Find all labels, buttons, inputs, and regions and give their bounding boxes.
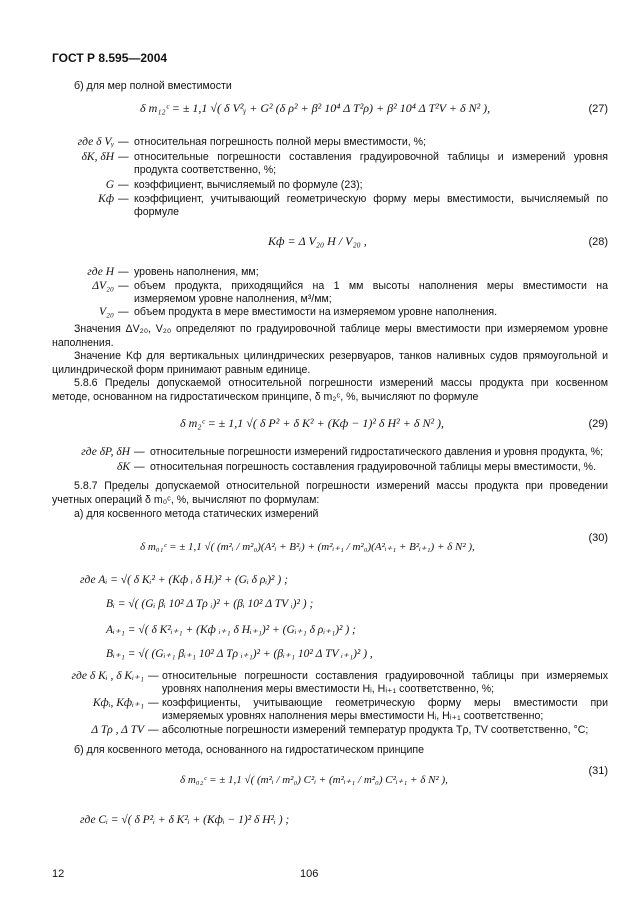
equation-30-number: (30) <box>588 532 608 544</box>
equation-31-aux-c: где Cᵢ = √( δ P²ᵢ + δ K²ᵢ + (Kфᵢ − 1)² δ H²ᵢ ) ; <box>80 814 290 826</box>
equation-30: δ m₀₁ᶜ = ± 1,1 √( (m²ᵢ / m²₀)(A²ᵢ + B²ᵢ) + (m²ᵢ₊₁ / m²₀)(A²ᵢ₊₁ + B²ᵢ₊₁) + δ N² ), <box>140 541 475 553</box>
definition-symbol: Kфᵢ, Kфᵢ₊₁ <box>92 697 144 709</box>
definition-symbol: где δ Kᵢ , δ Kᵢ₊₁ <box>71 670 144 682</box>
definition-symbol: V₂₀ <box>98 306 114 318</box>
section-hydrostatic-heading: б) для косвенного метода, основанного на гидростатическом принципе <box>74 744 425 756</box>
section-full-capacity-heading: б) для мер полной вместимости <box>74 80 232 92</box>
equation-31: δ m₀₂ᶜ = ± 1,1 √( (m²ᵢ / m²₀) C²ᵢ + (m²ᵢ₊₁ / m²₀) C²ᵢ₊₁ + δ N² ), <box>180 774 448 786</box>
section-static-method-heading: а) для косвенного метода статических измерений <box>74 508 319 520</box>
definition-text: относительные погрешности составления градуировочной таблицы при измеряемых уровнях наполнения меры вместимости Hᵢ, Hᵢ₊₁ соответственно, %; <box>162 670 608 695</box>
definition-text: коэффициент, учитывающий геометрическую форму меры вместимости, вычисляемый по формуле <box>134 193 608 218</box>
equation-30-aux-b: Bᵢ = √( (Gᵢ βᵢ 10² Δ Tρ ᵢ)² + (βᵢ 10² Δ TV ᵢ)² ) ; <box>106 598 314 610</box>
paragraph-kf: Значение Kф для вертикальных цилиндрических резервуаров, танков наливных судов прямоугольной и цилиндрической форм принимают равным единице. <box>52 350 608 376</box>
definition-text: абсолютные погрешности измерений температур продукта Tρ, TV соответственно, °С; <box>162 724 589 736</box>
definition-text: коэффициент, вычисляемый по формуле (23); <box>134 179 363 191</box>
definition-symbol: Kф <box>98 193 114 205</box>
equation-29-number: (29) <box>588 418 608 430</box>
definition-text: относительная погрешность полной меры вместимости, %; <box>134 136 427 148</box>
page-number-center: 106 <box>300 868 319 880</box>
equation-27-number: (27) <box>588 103 608 115</box>
definition-symbol: ΔV₂₀ <box>92 280 114 292</box>
equation-30-aux-a-next: Aᵢ₊₁ = √( δ K²ᵢ₊₁ + (Kф ᵢ₊₁ δ Hᵢ₊₁)² + (Gᵢ₊₁ δ ρᵢ₊₁)² ) ; <box>106 624 356 636</box>
definition-text: объем продукта в мере вместимости на измеряемом уровне наполнения. <box>134 306 498 318</box>
equation-27: δ m₁₂ᶜ = ± 1,1 √( δ V²ᵧ + G² (δ ρ² + β² 10⁴ Δ T²ρ) + β² 10⁴ Δ T²V + δ N² ), <box>140 101 491 115</box>
definition-text: относительные погрешности составления градуировочной таблицы и измерений уровня продукта соответственно, %; <box>134 151 608 176</box>
paragraph-5-8-6: 5.8.6 Пределы допускаемой относительной погрешности измерений массы продукта при косвенном методе, основанном на гидростатическом принципе, δ m₂ᶜ, %, вычисляют по формуле <box>52 377 608 403</box>
document-page: ГОСТ Р 8.595—2004 б) для мер полной вместимости δ m₁₂ᶜ = ± 1,1 √( δ V²ᵧ + G² (δ ρ² + β² 10⁴ Δ T²ρ) + β² 10⁴ Δ T²V + δ N² ), (27) где δ Vᵧ — относительная погрешность полной меры вместимости, %; δK, δH — относительные погрешности составления градуировочной таблицы и измерений уровня продукта соответственно, %; G — коэффициент, вычисляемый по формуле (23); Kф — коэффициент, учитывающий геометрическую форму меры вместимости, вычисляемый по формуле Kф = Δ V₂₀ H / V₂₀ , (28) где H — уровень наполнения, мм; ΔV₂₀ — объем продукта, приходящийся на 1 мм высоты наполнения меры вместимости на измеряемом уровне наполнения, м³/мм; V₂₀ — объем продукта в мере вместимости на измеряемом уровне наполнения. Значения ΔV₂₀, V₂₀ определяют по градуировочной таблице меры вместимости при измеряемом уровне наполнения. Значение Kф для вертикальных цилиндрических резервуаров, танков наливных судов прямоугольной и цилиндрической форм принимают равным единице. 5.8.6 Пределы допускаемой относительной погрешности измерений массы продукта при косвенном методе, основанном на гидростатическом принципе, δ m₂ᶜ, %, вычисляют по формуле δ m₂ᶜ = ± 1,1 √( δ P² + δ K² + (Kф − 1)² δ H² + δ N² ), (29) где δP, δH — относительные погрешности измерений гидростатического давления и уровня продукта, %; δK — относительная погрешность составления градуировочной таблицы меры вместимости, %. 5.8.7 Пределы допускаемой относительной погрешности измерений массы продукта при проведении учетных операций δ m₀ᶜ, %, вычисляют по формулам: а) для косвенного метода статических измерений δ m₀₁ᶜ = ± 1,1 √( (m²ᵢ / m²₀)(A²ᵢ + B²ᵢ) + (m²ᵢ₊₁ / m²₀)(A²ᵢ₊₁ + B²ᵢ₊₁) + δ N² ), (30) где Aᵢ = √( δ Kᵢ² + (Kф ᵢ δ Hᵢ)² + (Gᵢ δ ρᵢ)² ) ; Bᵢ = √( (Gᵢ βᵢ 10² Δ Tρ ᵢ)² + (βᵢ 10² Δ TV ᵢ)² ) ; Aᵢ₊₁ = √( δ K²ᵢ₊₁ + (Kф ᵢ₊₁ δ Hᵢ₊₁)² + (Gᵢ₊₁ δ ρᵢ₊₁)² ) ; Bᵢ₊₁ = √( (Gᵢ₊₁ βᵢ₊₁ 10² Δ Tρ ᵢ₊₁)² + (βᵢ₊₁ 10² Δ TV ᵢ₊₁)² ) , где δ Kᵢ , δ Kᵢ₊₁ — относительные погрешности составления градуировочной таблицы при измеряемых уровнях наполнения меры вместимости Hᵢ, Hᵢ₊₁ соответственно, %; Kфᵢ, Kфᵢ₊₁ — коэффициенты, учитывающие геометрическую форму меры вместимости при измеряемых уровнях наполнения меры вместимости Hᵢ, Hᵢ₊₁ соответственно; Δ Tρ , Δ TV — абсолютные погрешности измерений температур продукта Tρ, TV соответственно, °С; б) для косвенного метода, основанного на гидростатическом принципе δ m₀₂ᶜ = ± 1,1 √( (m²ᵢ / m²₀) C²ᵢ + (m²ᵢ₊₁ / m²₀) C²ᵢ₊₁ + δ N² ), (31) где Cᵢ = √( δ P²ᵢ + δ K²ᵢ + (Kфᵢ − 1)² δ H²ᵢ ) ; 12 106 <box>52 51 608 880</box>
paragraph-values: Значения ΔV₂₀, V₂₀ определяют по градуировочной таблице меры вместимости при измеряемом уровне наполнения. <box>52 323 608 349</box>
definition-text: уровень наполнения, мм; <box>134 266 259 278</box>
definition-symbol: δK <box>116 461 130 473</box>
equation-28: Kф = Δ V₂₀ H / V₂₀ , <box>268 234 367 248</box>
definition-symbol: Δ Tρ , Δ TV <box>91 724 144 736</box>
equation-28-number: (28) <box>588 236 608 248</box>
equation-31-number: (31) <box>588 765 608 777</box>
definition-text: относительная погрешность составления градуировочной таблицы меры вместимости, %. <box>150 461 597 473</box>
definition-text: относительные погрешности измерений гидростатического давления и уровня продукта, %; <box>150 446 604 458</box>
definition-symbol: где δ Vᵧ <box>77 136 114 148</box>
equation-29: δ m₂ᶜ = ± 1,1 √( δ P² + δ K² + (Kф − 1)² δ H² + δ N² ), <box>180 416 445 430</box>
paragraph-5-8-7: 5.8.7 Пределы допускаемой относительной погрешности измерений массы продукта при проведении учетных операций δ m₀ᶜ, %, вычисляют по формулам: <box>52 480 608 506</box>
equation-30-aux-b-next: Bᵢ₊₁ = √( (Gᵢ₊₁ βᵢ₊₁ 10² Δ Tρ ᵢ₊₁)² + (βᵢ₊₁ 10² Δ TV ᵢ₊₁)² ) , <box>106 648 373 660</box>
equation-30-aux-a: где Aᵢ = √( δ Kᵢ² + (Kф ᵢ δ Hᵢ)² + (Gᵢ δ ρᵢ)² ) ; <box>80 574 288 586</box>
definition-symbol: где H <box>87 266 114 278</box>
definition-text: коэффициенты, учитывающие геометрическую форму меры вместимости при измеряемых уровнях наполнения меры вместимости Hᵢ, Hᵢ₊₁ соответственно; <box>162 697 608 722</box>
definition-text: объем продукта, приходящийся на 1 мм высоты наполнения меры вместимости на измеряемом уровне наполнения, м³/мм; <box>134 280 608 305</box>
document-header: ГОСТ Р 8.595—2004 <box>52 51 168 65</box>
definition-symbol: G <box>105 179 114 191</box>
definition-symbol: где δP, δH <box>81 446 130 458</box>
definition-symbol: δK, δH <box>81 151 114 163</box>
page-number-left: 12 <box>52 868 65 880</box>
